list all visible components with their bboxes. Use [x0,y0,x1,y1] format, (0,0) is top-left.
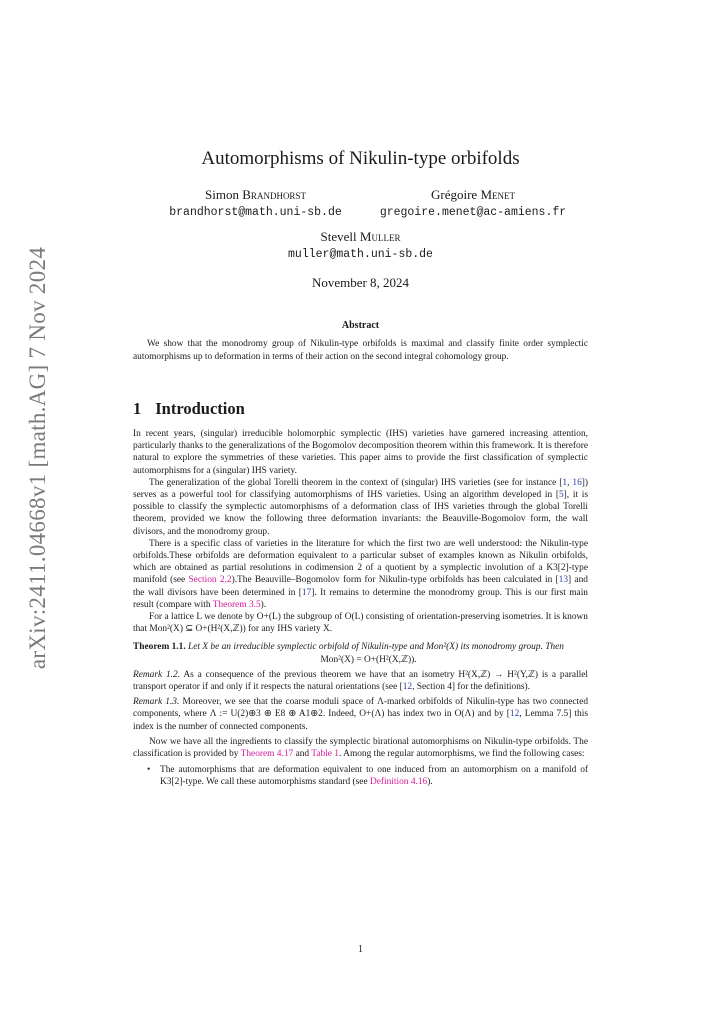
crossref-link[interactable]: Theorem 3.5 [212,599,261,610]
remark: Remark 1.3. Moreover, we see that the coarse moduli space of Λ-marked orbifolds of Nikulin-type has two connected components, where Λ := U(2)⊕3 ⊕ E8 ⊕ A1⊕2. Indeed, O+(Λ) has index two in O(Λ) and by [12, Lemma 7.5] this index is the number of connected components. [133,697,589,732]
author-last-name: Brandhorst [242,187,306,202]
paragraph: Now we have all the ingredients to classify the symplectic birational automorphisms on Nikulin-type orbifolds. The classification is provided by Theorem 4.17 and Table 1. Among the regular automorphisms, we find the following cases: [133,736,588,760]
author-email[interactable]: gregoire.menet@ac-amiens.fr [379,206,567,219]
citation-link[interactable]: 13 [558,575,569,586]
crossref-link[interactable]: Definition 4.16 [369,777,428,788]
citation-link[interactable]: 12 [402,682,413,693]
arxiv-stamp [18,246,58,670]
paragraph: The generalization of the global Torelli theorem in the context of (singular) IHS varieties (see for instance [1, 16]) serves as a powerful tool for classifying automorphisms of IHS varieties. Using an algorithm developed in [5], it is possible to classify the symplectic automorphisms of a deformation class of IHS varieties through the global Torelli theorem, provided we know the following three deformation invariants: the Beauville-Bogomolov form, the wall divisors, and the monodromy group. [133,477,589,537]
paper-title: Automorphisms of Nikulin-type orbifolds [201,148,520,169]
paragraph: There is a specific class of varieties in the literature for which the first two are well understood: the Nikulin-type orbifolds.These orbifolds are deformation equivalent to a particular subset of examples known as Nikulin orbifolds, which are obtained as partial resolutions in codimension 2 of a quotient by a symplectic involution of a K3[2]-type manifold (see Section 2.2).The Beauville–Bogomolov form for Nikulin-type orbifolds has been calculated in [13] and the wall divisors have been determined in [17]. It remains to determine the monodromy group. This is our first main result (compare with Theorem 3.5). [133,538,588,610]
bullet-list [133,764,588,788]
page-number: 1 [358,944,363,955]
author-muller [133,229,588,261]
paragraph: For a lattice L we denote by O+(L) the subgroup of O(L) consisting of orientation-preserving isometries. It is known that Mon²(X) ⊆ O+(H²(X,ℤ)) for any IHS variety X. [133,612,588,635]
crossref-link[interactable]: Section 2.2 [188,575,232,586]
section-number: 1 [133,399,142,418]
author-first-name: Stevell [320,229,357,244]
citation-link[interactable]: 5 [558,490,564,501]
theorem-label: Theorem 1.1. [133,642,186,653]
body-text [133,428,588,789]
section-title: Introduction [155,399,245,418]
remark-label: Remark 1.3. [133,697,180,708]
remark: Remark 1.2. As a consequence of the previous theorem we have that an isometry H²(X,ℤ) → H²(Y,ℤ) is a parallel transport operator if and only if it respects the natural orientations (see [12, Section 4] for the definitions). [133,669,588,693]
abstract-heading: Abstract [341,320,380,331]
author-email[interactable]: muller@math.uni-sb.de [288,248,433,261]
remark-label: Remark 1.2. [133,669,181,680]
theorem [133,641,588,653]
citation-link[interactable]: 1 [562,477,568,488]
author-last-name: Muller [359,229,401,244]
crossref-link[interactable]: Theorem 4.17 [240,749,294,760]
paper-date: November 8, 2024 [311,275,410,290]
crossref-link[interactable]: Table 1 [311,749,339,760]
author-email[interactable]: brandhorst@math.uni-sb.de [169,206,342,219]
section-heading [133,399,245,419]
author-first-name: Simon [205,187,240,202]
citation-link[interactable]: 12 [509,709,520,720]
theorem-text: Let X be an irreducible symplectic orbifold of Nikulin-type and Mon²(X) its monodromy group. Then [188,642,564,653]
paragraph: In recent years, (singular) irreducible holomorphic symplectic (IHS) varieties have garnered increasing attention, particularly thanks to the generalizations of the Bogomolov decomposition theorem within this framework. It is therefore natural to explore the symmetries of these varieties. This paper aims to provide the first classification of symplectic automorphisms for a (singular) IHS variety. [133,429,588,476]
author-first-name: Grégoire [430,187,478,202]
list-item: • The automorphisms that are deformation equivalent to one induced from an automorphism on a manifold of K3[2]-type. We call these automorphisms standard (see Definition 4.16). [160,764,588,788]
author-last-name: Menet [480,187,515,202]
citation-link[interactable]: 17 [301,587,312,598]
author-brandhorst [133,187,378,219]
abstract-text: We show that the monodromy group of Nikulin-type orbifolds is maximal and classify finite order symplectic automorphisms up to deformation in terms of their action on the second integral cohomology group. [133,339,588,362]
author-menet [358,187,588,219]
theorem-equation: Mon²(X) = O+(H²(X,ℤ)). [320,654,417,665]
citation-link[interactable]: 16 [572,477,582,488]
arxiv-stamp-text: arXiv:2411.04668v1 [math.AG] 7 Nov 2024 [25,246,50,670]
